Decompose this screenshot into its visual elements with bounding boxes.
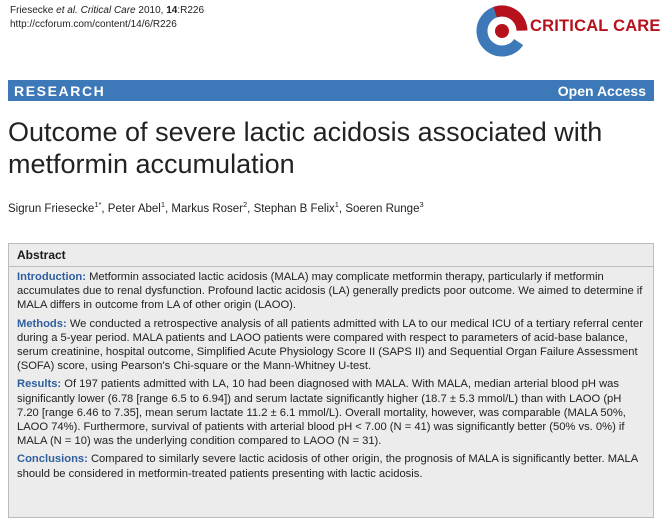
article-title: Outcome of severe lactic acidosis associated with metformin accumulation [8, 117, 603, 179]
section-text: We conducted a retrospective analysis of all patients admitted with LA to our medical ICU of a tertiary referral center during a 5-year period. MALA patients and LAOO patients were compared with respect to parameters of acid-base balance, serum creatinine, hospital outcome, Simplified Acute Physiology Score II (SAPS II) and Sequential Organ Failure Assessment (SOFA) score, using Pearson's Chi-square or the Mann-Whitney U-test. [17, 317, 643, 373]
author-name[interactable]: Sigrun Friesecke [8, 202, 95, 215]
open-access-label: Open Access [557, 82, 646, 99]
abstract-box [8, 243, 654, 518]
author-affiliation: 1* [94, 200, 102, 209]
abstract-body [9, 267, 653, 481]
article-url[interactable]: http://ccforum.com/content/14/6/R226 [10, 19, 177, 30]
citation-year: 2010, [135, 5, 167, 16]
author-separator: , [101, 202, 108, 215]
abstract-section-conclusions [17, 452, 645, 480]
section-text: Compared to similarly severe lactic acidosis of other origin, the prognosis of MALA is significantly better. MALA should be considered in metformin-treated patients presenting with lactic acidosis. [17, 453, 638, 480]
author-separator: , [338, 202, 346, 215]
author-separator: , [247, 202, 254, 215]
author-affiliation: 1 [160, 200, 166, 209]
citation-journal: Critical Care [77, 5, 136, 16]
author-list [8, 200, 424, 215]
citation-etal: et al. [53, 5, 78, 16]
section-label: Results: [17, 378, 62, 391]
citation-block [10, 4, 204, 32]
author-name[interactable]: Soeren Runge [345, 202, 420, 215]
author-affiliation: 2 [243, 200, 248, 209]
section-text: Of 197 patients admitted with LA, 10 had been diagnosed with MALA. With MALA, median arterial blood pH was significantly lower (6.78 [range 6.5 to 6.94]) and serum lactate significantly higher (18.7 ± 5.3 mmol/L) than with LAOO (pH 7.20 [range 6.46 to 7.35], mean serum lactate 11.2 ± 6.1 mmol/L). Overall mortality, however, was comparable (MALA 50%, LAOO 74%). Furthermore, survival of patients with arterial blood pH < 7.00 (N = 41) was significantly better (50% vs. 0%) if MALA (N = 10) was the underlying condition compared to LAOO (N = 31). [17, 378, 626, 448]
abstract-section-results [17, 377, 645, 448]
section-label: RESEARCH [14, 82, 106, 99]
section-label: Introduction: [17, 271, 86, 283]
author-affiliation: 3 [419, 200, 424, 209]
citation-page: :R226 [177, 5, 205, 16]
citation-authors: Friesecke [10, 5, 54, 16]
abstract-section-methods [17, 317, 645, 374]
citation-line [10, 4, 204, 18]
section-label: Methods: [17, 317, 67, 330]
citation-volume: 14 [166, 5, 178, 16]
author-name[interactable]: Stephan B Felix [253, 202, 335, 215]
abstract-section-introduction [17, 270, 645, 313]
author-name[interactable]: Markus Roser [171, 202, 243, 215]
author-affiliation: 1 [334, 200, 339, 209]
author-name[interactable]: Peter Abel [107, 202, 161, 215]
logo-text: CRITICAL CARE [530, 17, 661, 35]
author-separator: , [165, 202, 172, 215]
section-text: Metformin associated lactic acidosis (MALA) may complicate metformin therapy, particularly if metformin accumulates due to renal dysfunction. Profound lactic acidosis (LA) generally predicts poor outcome. We aimed to determine if MALA differs in outcome from LA of other origin (LAOO). [17, 271, 643, 312]
section-label: Conclusions: [17, 453, 88, 466]
section-banner [8, 80, 654, 101]
abstract-heading: Abstract [9, 244, 653, 267]
